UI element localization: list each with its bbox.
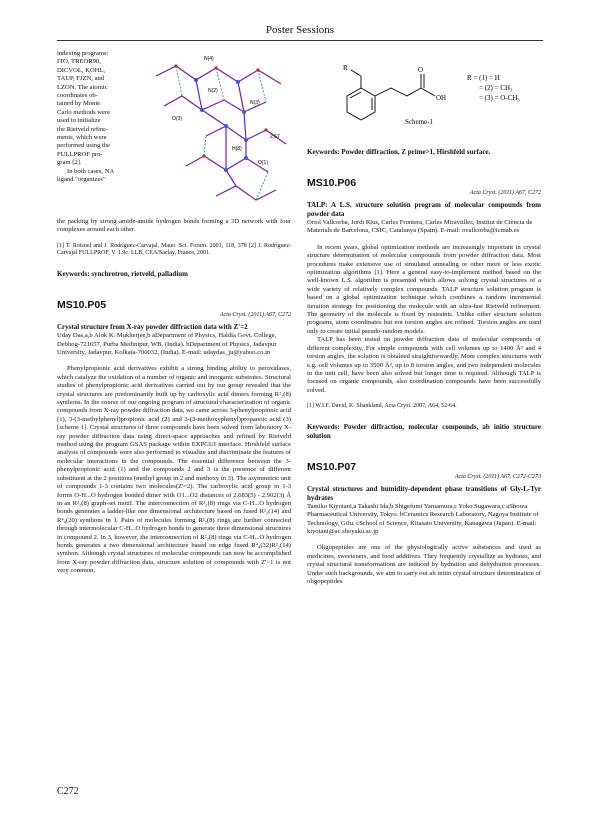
- atom-label-o1: O(1): [258, 160, 268, 166]
- authors-p07: Tamiko Kiyotani,a Takashi Ida,b Shigefumi Yamamura,c Yoko Sugawara,c aShowa Pharmaceutical University, Tokyo. bCeramics Research Laboratory, Nagoya Institute of Technology, Gifu. cSchool of Science, Kitasato University, Kanagawa (Japan). E-mail: kiyotani@ac.shoyaku.ac.jp: [307, 502, 539, 535]
- scheme-oh: OH: [436, 94, 447, 102]
- molecular-packing-figure: [146, 46, 291, 216]
- scheme-1: [307, 50, 541, 140]
- scheme-r2: = (2) = CH₃: [479, 84, 513, 92]
- intro-lines: indexing programs: ITO, TREOR90, DICVOL, KOHL, TAUP, FJZN, and LZON. The atomic coordinates ob- tained by Monte Carlo methods were used to initialize the Rietveld refine- ments, which were performed using the FULLPROF pro- gram [2]. In both cases, NA ligand "organizes": [57, 50, 115, 184]
- intro-tail: the packing by strong amide-amide hydrogen bonds forming a 3D network with four complexes around each other.: [57, 218, 291, 234]
- keywords-1: Keywords: synchrotron, rietveld, palladium: [57, 270, 188, 278]
- scheme-r3: = (3) = O-CH₃: [479, 94, 520, 102]
- atom-label-n4: N(4): [204, 56, 214, 62]
- keywords-top: Keywords: Powder diffraction, Z prime>1, Hirshfeld surface.: [307, 148, 491, 156]
- references-1: [1] T. Roisnel and J. Rodríguez-Carvajal, Mater. Sci. Forum. 2001, 118, 378 [2] J. Rodríguez-Carvajal FULLPROF, V. 1.9c. LLB, CEA/Saclay, France, 2001.: [57, 242, 291, 257]
- section-id-p05: MS10.P05: [57, 299, 107, 311]
- running-header: Poster Sessions: [265, 24, 335, 36]
- citation-p05: Acta Cryst. (2011) A67, C272: [219, 312, 291, 318]
- header-rule: [57, 40, 543, 41]
- scheme-o: O: [418, 66, 424, 74]
- citation-p06: Acta Cryst. (2011) A67, C272: [469, 190, 541, 196]
- abstract-p06-2: TALP has been tested on powder diffraction data of molecular compounds of different complexity. For simple compounds with cell volumes up to 1400 Å³ and 4 torsion angles, the solution is obtained straightforwardly. More complex structures with e.g. cell volumes up to 3500 Å³, up to 8 torsion angles, and two independent molecules in the unit cell, have been also solved but longer time is required. Although TALP is focused on organic compounds, also coordination compounds have been successfully solved.: [307, 336, 541, 394]
- right-column: [307, 50, 541, 586]
- abstract-p05: Phenylpropionic acid derivatives exhibit a strong binding ability to peroxidases, which catalyze the oxidation of a number of organic and inorganic substrates. Structural studies of phenylpropionic acid derivatives carried out by our group revealed that the crystal structures are predominantly built up by carboxylic acid dimers forming R²₂(8) synthons. In the course of our ongoing program of structural characterization of organic compounds from X-ray powder diffraction data, we came across 3-phenylpropionic acid (1), 3-(3-methylphenyl)propionic acid (2) and 3-(3-methoxyphenyl)propanoic acid (3) [scheme 1]. Crystal structures of three compounds have been solved from laboratory X-ray powder diffraction data using direct-space approaches and refined by Rietveld method using the program GSAS package within EXPGUI interface. Hirshfeld surface analysis of compounds were also performed to visualize and discriminate the features of molecular interactions in the compounds. The essential difference between the 3-phenylpropionic acid (1) and the compounds 2 and 3 is the presence of different substituent at the 2 positions (methyl group in 2 and methoxy in 3). The asymmetric unit of compounds 1-3 contains two molecules(Z'=2). The carboxylic acid group in 1-3 forms O-H...O hydrogen bonded dimer with O1...O2 distances of 2.683(5) - 2.902(3) Å in an R²₂(8) graph-set motif. The interconnection of R²₂(8) rings via C-H...O hydrogen bonds generates a ladder-like one dimensional architecture based on fused R²₂(14) and R⁴₄(20) synthons in 1. Pairs of molecules forming R²₂(8) rings are further connected through intermolecular C-H...O hydrogen bonds to generate three dimensional structures in compound 2. In 3, however, the interconnection of R²₂(8) rings via C-H...O hydrogen bonds generates a two dimensional architecture based on edge fused R⁴₄(32)R²₂(14) synthon. Although crystal structures of molecular compounds can now be accomplished from X-ray powder diffraction data, structure solution of compounds with Z'>1 is not very common.: [57, 365, 292, 575]
- title-p05: Crystal structure from X-ray powder diffraction data with Z'=2: [57, 323, 248, 332]
- citation-p07: Acta Cryst. (2011) A67, C272-C273: [454, 473, 541, 480]
- atom-label-n2: N(2): [208, 88, 218, 94]
- keywords-p06: Keywords: Powder diffraction, molecular compounds, ab initio structure solution: [307, 422, 541, 440]
- scheme-caption: Scheme-1: [405, 118, 433, 126]
- scheme-r: R: [343, 64, 348, 72]
- title-p07: Crystal structures and humidity-dependent phase transitions of Gly-L-Tyr hydrates: [307, 485, 541, 502]
- left-column: [57, 50, 291, 576]
- abstract-p07: Oligopeptides are one of the physiologically active substances and used as medicines, sweeteners, and food additives. They frequently crystallize as hydrates, and crystal structural transformations are induced by hydration and dehydration processes. Under such backgrounds, we aim to carry out ab initio crystal structure determination of oligopeptides: [307, 544, 541, 585]
- section-id-p07: MS10.P07: [307, 460, 357, 473]
- distance-label: 2.67: [270, 134, 280, 140]
- abstract-p06-1: In recent years, global optimization methods are increasingly important in crystal structure determination of molecular compounds from powder diffraction data. Most procedures make extensive use of simulated annealing or other more or less exotic optimization algorithms [1]. Here a general easy-to-implement method based on the well-known L.S. algorithm is presented which allows solving crystal structures of a wide variety of relatively complex compounds. TALP structure solution program is based on a global optimization technique which combines a random incremental iteration strategy for positioning the molecule with an ultra-fast Rietveld refinement. The geometry of the molecule is fixed by restraints. Unlike other structure solution programs, atom coordinates but not torsion angles are refined. Torsion angles are used only to create initial pseudo-random models.: [307, 243, 541, 335]
- authors-p05: Uday Das,a,b Alok K. Mukherjee,b aDepartment of Physics, Haldia Govt. College, Debhog-721657, Purba Medinipur, WB, (India). bDepartment of Physics, Jadavpur University, Jadavpur, Kolkata-700032, (India). E-mail: udaydas_ju@yahoo.co.in: [57, 332, 277, 357]
- reference-p06: [1] W.I.F. David, K. Shankland, Acta Cryst. 2007, A64, 52-64.: [307, 403, 457, 410]
- title-p06: TALP: A L.S. structure solution program of molecular compounds from powder data: [307, 201, 541, 219]
- scheme-structure: [307, 50, 541, 140]
- atom-label-o3: O(3): [172, 116, 182, 122]
- page-number: C272: [57, 786, 79, 797]
- atom-label-h8: H(8): [232, 146, 242, 152]
- atom-label-n3: N(3): [250, 100, 260, 106]
- scheme-r1: R = (1) = H: [467, 74, 500, 82]
- section-id-p06: MS10.P06: [307, 177, 357, 189]
- authors-p06: Oriol Vallcorba, Jordi Rius, Carles Frontera, Carles Miravitlles, Institut de Ciència de Materials de Barcelona, CSIC, Catalunya (Spain). E-mail: ovallcorba@icmab.es: [307, 219, 533, 235]
